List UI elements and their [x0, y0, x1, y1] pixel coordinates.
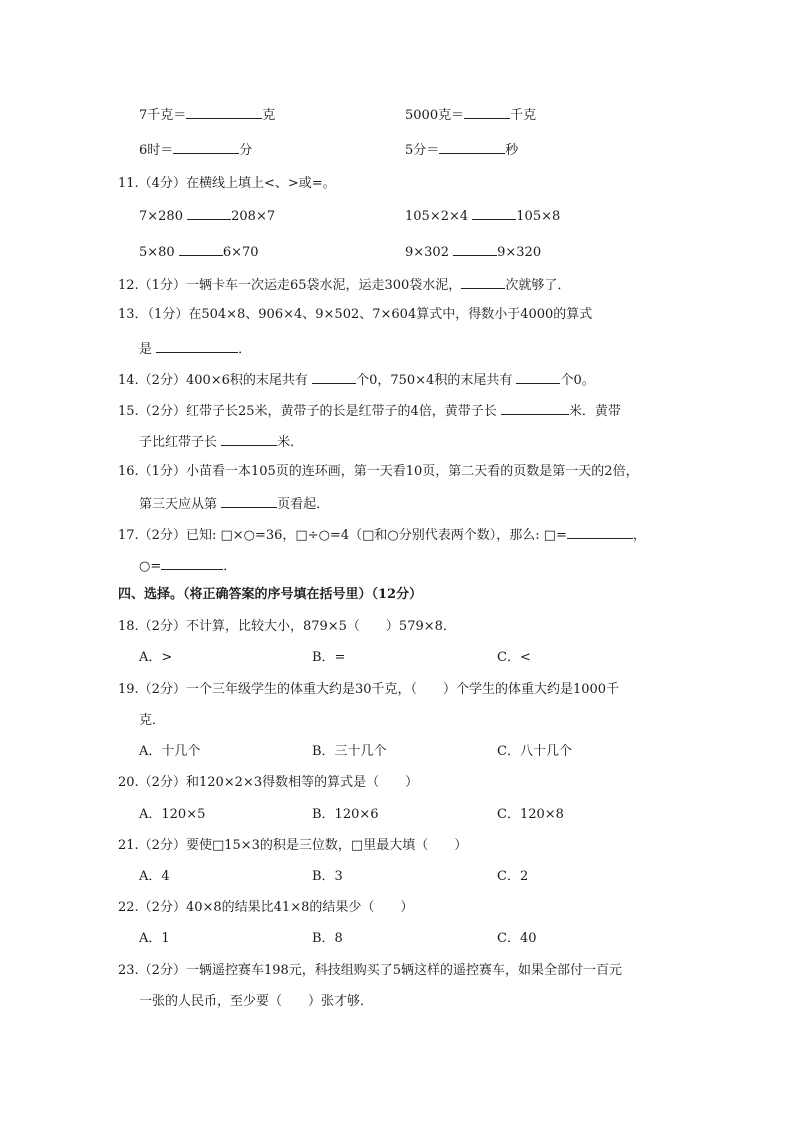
q20-option-c[interactable]: C．120×8: [497, 807, 564, 822]
text: 第三天应从第: [139, 497, 218, 512]
answer-blank[interactable]: [453, 241, 497, 256]
text: 子比红带子长: [139, 435, 218, 450]
unit: 克: [262, 108, 276, 123]
q19-option-c[interactable]: C．八十几个: [497, 744, 572, 759]
text: ○=: [139, 559, 162, 574]
text: 14.（2分）400×6积的末尾共有: [118, 373, 308, 388]
question-19-line2: 克．: [139, 713, 166, 728]
question-21-stem: 21.（2分）要使□15×3的积是三位数，□里最大填（ ）: [118, 838, 468, 853]
fill-row-1a: [139, 104, 275, 126]
q11-item-a: [139, 205, 275, 227]
q21-option-a[interactable]: A．4: [139, 869, 170, 884]
answer-blank[interactable]: [472, 205, 516, 220]
text: 次就够了．: [505, 278, 571, 293]
text: 个0。: [560, 373, 595, 388]
answer-blank[interactable]: [221, 431, 277, 446]
unit: 千克: [510, 108, 537, 123]
fill-row-1b: [405, 104, 536, 126]
answer-blank[interactable]: [439, 139, 505, 154]
q11-item-b: [405, 205, 560, 227]
text: 米．: [277, 435, 304, 450]
expr: 208×7: [231, 209, 276, 224]
section-4-heading: 四、选择。（将正确答案的序号填在括号里）（12分）: [118, 587, 423, 602]
text: ．: [223, 559, 237, 574]
q22-option-b[interactable]: B．8: [312, 931, 343, 946]
question-23-line2: 一张的人民币，至少要（ ）张才够．: [139, 994, 374, 1009]
answer-blank[interactable]: [173, 139, 239, 154]
expr: 9×320: [497, 245, 542, 260]
question-15-line1: [118, 400, 621, 422]
expr: 105×8: [516, 209, 561, 224]
text: ，: [632, 528, 646, 543]
fill-row-2b: [405, 139, 518, 161]
answer-blank[interactable]: [501, 400, 569, 415]
q20-option-b[interactable]: B．120×6: [312, 807, 379, 822]
text: 7千克＝: [139, 108, 187, 123]
q11-item-d: [405, 241, 541, 263]
question-13-line2: 是 ．: [139, 338, 251, 360]
answer-blank[interactable]: [161, 555, 223, 570]
question-22-stem: 22.（2分）40×8的结果比41×8的结果少（ ）: [118, 900, 414, 915]
unit: 分: [239, 143, 253, 158]
answer-blank[interactable]: [186, 104, 262, 119]
text: 5000克＝: [405, 108, 465, 123]
text: 17.（2分）已知: □×○=36，□÷○=4（□和○分别代表两个数），那么: □=: [118, 528, 567, 543]
q18-option-a[interactable]: A．>: [139, 650, 173, 665]
answer-blank[interactable]: [461, 274, 505, 289]
answer-blank[interactable]: [464, 104, 510, 119]
question-14: [118, 369, 595, 391]
fill-row-2a: [139, 139, 252, 161]
answer-blank[interactable]: [516, 369, 560, 384]
question-16-line2: [139, 493, 329, 515]
answer-blank[interactable]: [221, 493, 277, 508]
expr: 6×70: [222, 245, 259, 260]
text: 是: [139, 342, 153, 357]
q18-option-b[interactable]: B．=: [312, 650, 346, 665]
answer-blank[interactable]: [187, 205, 231, 220]
text: 12.（1分）一辆卡车一次运走65袋水泥，运走300袋水泥，: [118, 278, 462, 293]
question-18-stem: 18.（2分）不计算，比较大小，879×5（ ）579×8．: [118, 619, 456, 634]
text: 页看起．: [277, 497, 330, 512]
text: 15.（2分）红带子长25米，黄带子的长是红带子的4倍，黄带子长: [118, 404, 497, 419]
q19-option-a[interactable]: A．十几个: [139, 744, 201, 759]
expr: 105×2×4: [405, 209, 469, 224]
q22-option-c[interactable]: C．40: [497, 931, 537, 946]
unit: 秒: [505, 143, 519, 158]
q20-option-a[interactable]: A．120×5: [139, 807, 206, 822]
answer-blank[interactable]: [312, 369, 356, 384]
text: 6时＝: [139, 143, 174, 158]
q21-option-c[interactable]: C．2: [497, 869, 529, 884]
question-17-line2: [139, 555, 236, 577]
text: 米．黄带: [568, 404, 621, 419]
question-13-line1: 13．（1分）在504×8、906×4、9×502、7×604算式中，得数小于4000的算式: [118, 307, 593, 322]
question-20-stem: 20.（2分）和120×2×3得数相等的算式是（ ）: [118, 775, 419, 790]
question-17-line1: [118, 524, 646, 546]
q11-item-c: [139, 241, 259, 263]
expr: 9×302: [405, 245, 449, 260]
text: 5分＝: [405, 143, 440, 158]
question-12: [118, 274, 570, 296]
question-16-line1: 16.（1分）小苗看一本105页的连环画，第一天看10页，第二天看的页数是第一天的2倍，: [118, 464, 639, 479]
question-11-stem: 11.（4分）在横线上填上<、>或=。: [118, 176, 336, 191]
question-23-line1: 23.（2分）一辆遥控赛车198元，科技组购买了5辆这样的遥控赛车，如果全部付一百元: [118, 963, 623, 978]
text: 个0，750×4积的末尾共有: [356, 373, 513, 388]
q19-option-b[interactable]: B．三十几个: [312, 744, 387, 759]
expr: 7×280: [139, 209, 183, 224]
question-19-line1: 19.（2分）一个三年级学生的体重大约是30千克，（ ）个学生的体重大约是1000千: [118, 682, 620, 697]
q21-option-b[interactable]: B．3: [312, 869, 343, 884]
answer-blank[interactable]: [567, 524, 633, 539]
answer-blank[interactable]: [179, 241, 223, 256]
expr: 5×80: [139, 245, 175, 260]
q18-option-c[interactable]: C．<: [497, 650, 531, 665]
answer-blank[interactable]: [156, 338, 238, 353]
q22-option-a[interactable]: A．1: [139, 931, 170, 946]
question-15-line2: [139, 431, 303, 453]
